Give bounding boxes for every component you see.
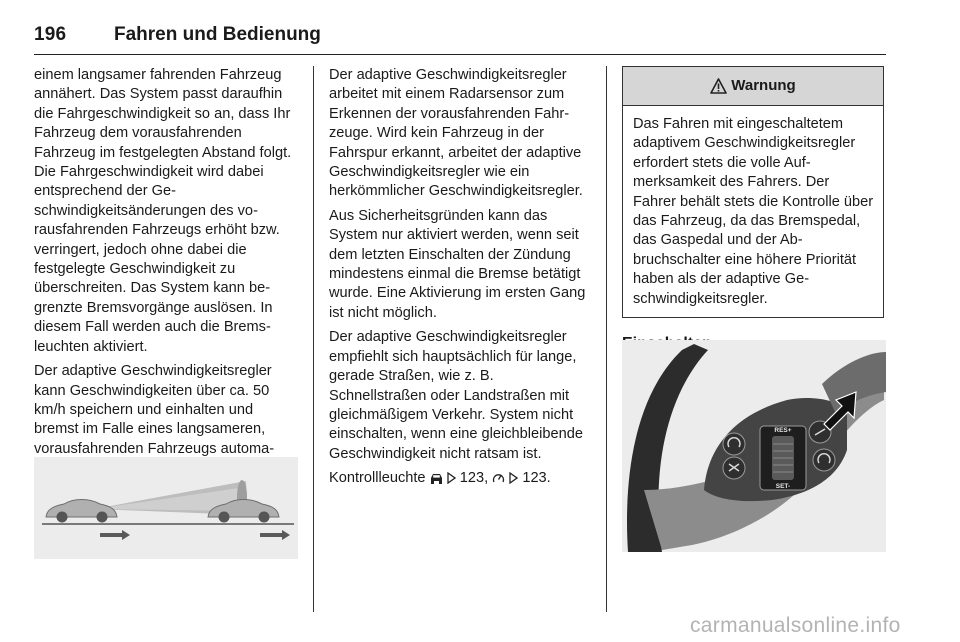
paragraph: Der adaptive Geschwindigkeitsregler empfiehlt sich hauptsächlich für lange, gerade Straßen, wie z. B. Schnellstraßen oder Landstraßen mit gleichmäßigem Verkehr. System nicht einschalten, wenn eine gleichbleibende Geschwindigkeit nicht ratsam ist. — [329, 329, 583, 462]
steering-wheel-drawing — [622, 340, 886, 552]
warning-header — [623, 67, 883, 106]
page-number: 196 — [34, 24, 67, 45]
indicator-reference — [329, 469, 593, 490]
set-label: SET- — [775, 483, 791, 490]
warning-box — [622, 66, 884, 318]
paragraph: Der adaptive Geschwindigkeitsregler kann Geschwindigkeiten über ca. 50 km/h speichern und einhalten und bremst im Falle eines langsameren, vorausfahrenden Fahrzeugs automa — [34, 363, 275, 457]
column-divider — [606, 66, 607, 612]
page-title: Fahren und Bedienung — [114, 24, 321, 45]
indicator-label: Kontrollleuchte — [329, 470, 426, 487]
paragraph: Der adaptive Geschwindigkeitsregler arbeitet mit einem Radarsensor zum Erkennen der vorausfahrenden Fahrzeuge. Wird kein Fahrzeug in der Fahrspur erkannt, arbeitet der adaptive Geschwindigkeitsregler wie ein herkömmlicher Geschwindigkeitsregler. — [329, 67, 583, 200]
warning-triangle-icon — [710, 78, 727, 94]
paragraph: einem langsamer fahrenden Fahrzeug annähert. Das System passt daraufhin die Fahrgeschwindigkeit so an, dass Ihr Fahrzeug dem vorausfahrenden Fahrzeug im festgelegten Abstand folgt. Die Fahrgeschwindigkeit wird dabei entsprechend der Geschwindigkeitsänderungen des vorausfahrenden Fahrzeugs erhöht bzw. verringert, jedoch ohne dabei die festgelegte Geschwindigkeit zu überschreiten. Das System kann begrenzte Bremsvorgänge auslösen. In diesem Fall werden auch die Bremsleuchten aktiviert. — [34, 67, 292, 355]
watermark: carmanualsonline.info — [690, 614, 901, 637]
column-divider — [313, 66, 314, 612]
radar-illustration — [34, 457, 298, 559]
text-column-1 — [34, 66, 298, 484]
page-reference: 123. — [522, 470, 551, 487]
radar-illustration-drawing — [34, 457, 298, 559]
page-reference-icon — [509, 471, 518, 490]
vehicle-ahead-icon — [430, 471, 443, 490]
text-column-3 — [622, 66, 886, 353]
warning-text: Das Fahren mit eingeschaltetem adaptivem Geschwindigkeitsregler erfordert stets die volle Aufmerksamkeit des Fahrers. Der Fahrer behält stets die Kontrolle über das Fahrzeug, da das Bremspedal, das Gaspedal und der Abbruchschalter eine höhere Priorität haben als der adaptive Geschwindigkeitsregler. — [633, 116, 874, 307]
res-label: RES+ — [774, 427, 792, 434]
cruise-control-icon — [492, 471, 505, 490]
page-reference: 123, — [459, 470, 489, 487]
warning-title: Warnung — [731, 77, 796, 95]
text-column-2 — [329, 66, 593, 496]
paragraph: Aus Sicherheitsgründen kann das System nur aktiviert werden, wenn seit dem letzten Einschalten der Zündung mindestens einmal die Bremse betätigt wurde. Eine Aktivierung im ersten Gang ist nicht möglich. — [329, 207, 586, 321]
page-reference-icon — [447, 471, 456, 490]
page-header — [34, 24, 886, 55]
steering-wheel-illustration — [622, 340, 886, 552]
